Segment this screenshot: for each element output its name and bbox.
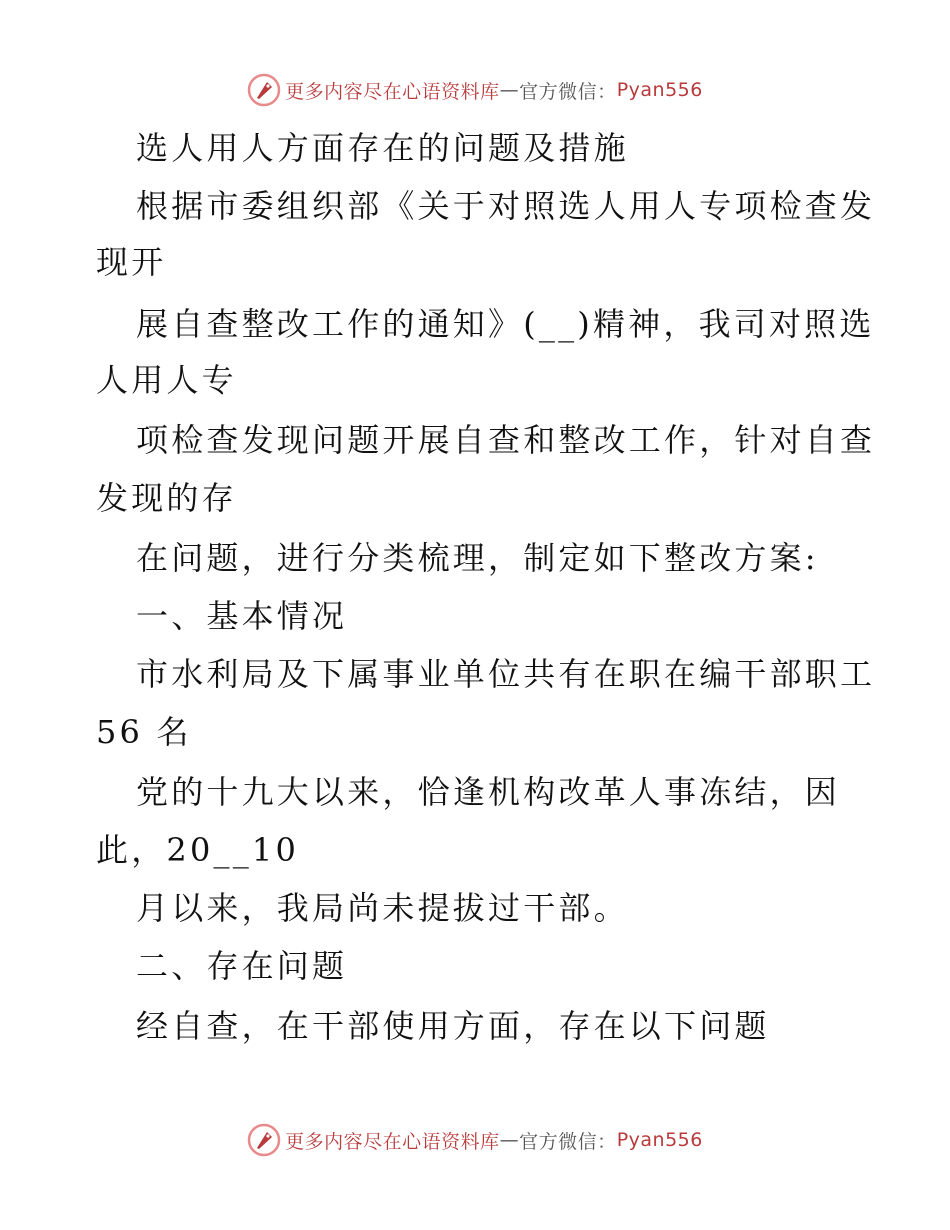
paragraph-line: 根据市委组织部《关于对照选人用人专项检查发 bbox=[136, 187, 876, 225]
banner-wechat-label: 官方微信： bbox=[519, 1130, 617, 1153]
paragraph-line: 56 名 bbox=[96, 713, 192, 751]
paragraph-line: 在问题，进行分类梳理，制定如下整改方案: bbox=[136, 539, 819, 577]
pen-nib-logo-icon bbox=[247, 1123, 281, 1157]
paragraph-line: 现开 bbox=[96, 243, 167, 281]
paragraph-line: 展自查整改工作的通知》(__)精神，我司对照选 bbox=[136, 305, 875, 343]
pen-nib-logo-icon bbox=[247, 73, 281, 107]
paragraph-line: 党的十九大以来，恰逢机构改革人事冻结，因 bbox=[136, 773, 841, 811]
paragraph-line: 发现的存 bbox=[96, 479, 237, 517]
paragraph-line: 人用人专 bbox=[96, 361, 237, 399]
document-title: 选人用人方面存在的问题及措施 bbox=[136, 129, 629, 167]
banner-red-text: 更多内容尽在心语资料库 bbox=[285, 1130, 500, 1153]
banner-wechat-id: Pyan556 bbox=[616, 1129, 703, 1151]
paragraph-line: 市水利局及下属事业单位共有在职在编干部职工 bbox=[136, 655, 876, 693]
section-heading: 一、基本情况 bbox=[136, 597, 348, 635]
header-watermark-banner bbox=[0, 70, 950, 110]
paragraph-line: 月以来，我局尚未提拔过干部。 bbox=[136, 889, 629, 927]
banner-dash: — bbox=[499, 79, 520, 101]
paragraph-line: 此，20__10 bbox=[96, 831, 300, 869]
paragraph-line: 项检查发现问题开展自查和整改工作，针对自查 bbox=[136, 421, 876, 459]
banner-wechat-label: 官方微信： bbox=[519, 80, 617, 103]
footer-watermark-banner bbox=[0, 1120, 950, 1160]
section-heading: 二、存在问题 bbox=[136, 947, 348, 985]
banner-red-text: 更多内容尽在心语资料库 bbox=[285, 80, 500, 103]
paragraph-line: 经自查，在干部使用方面，存在以下问题 bbox=[136, 1007, 770, 1045]
banner-dash: — bbox=[499, 1129, 520, 1151]
banner-wechat-id: Pyan556 bbox=[616, 79, 703, 101]
